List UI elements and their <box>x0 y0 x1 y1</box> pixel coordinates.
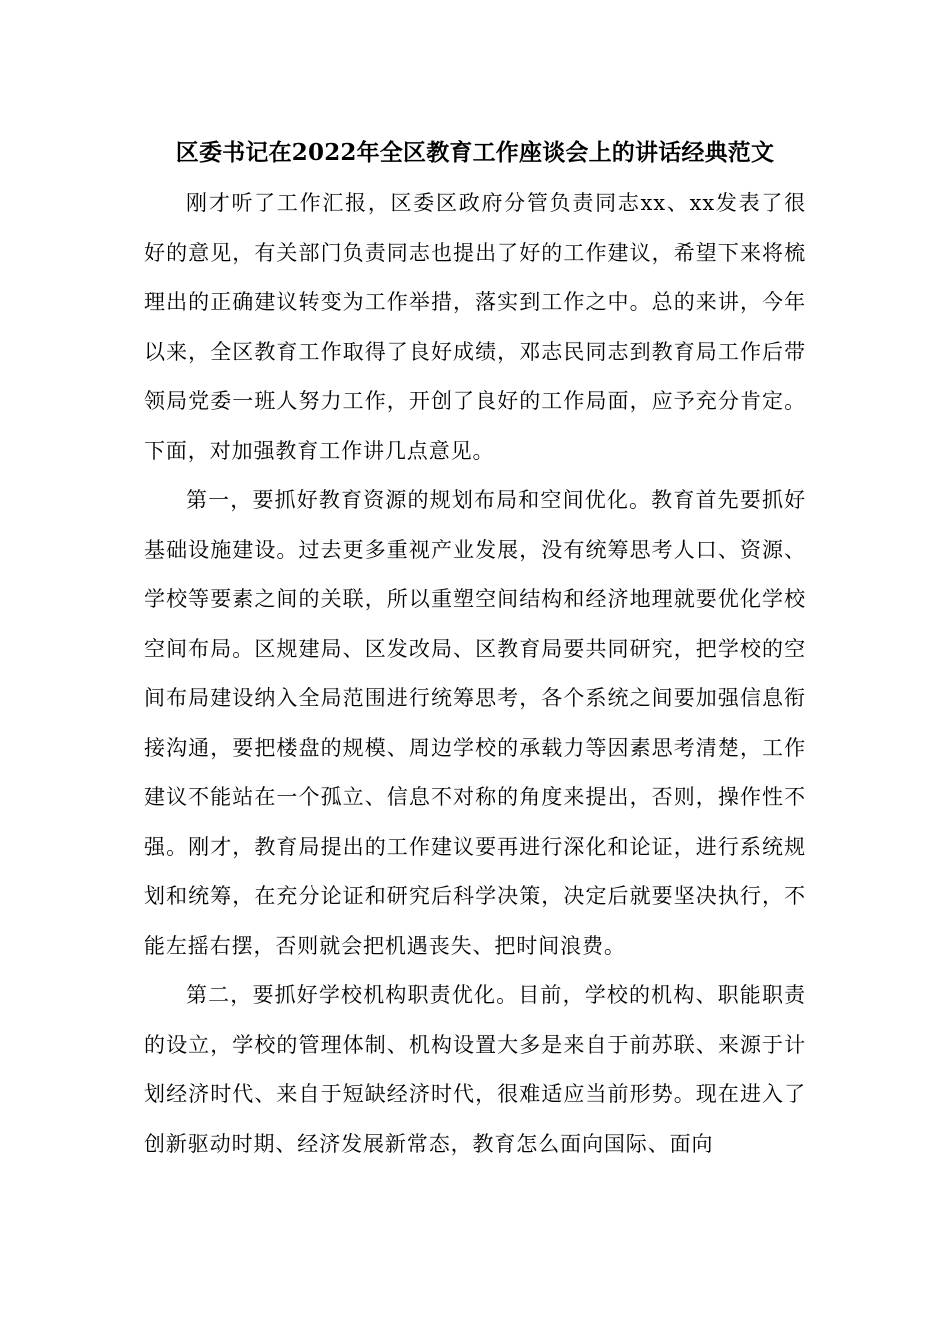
paragraph-first-point: 第一，要抓好教育资源的规划布局和空间优化。教育首先要抓好基础设施建设。过去更多重视产业发展，没有统筹思考人口、资源、学校等要素之间的关联，所以重塑空间结构和经济地理就要优化学校空间布局。区规建局、区发改局、区教育局要共同研究，把学校的空间布局建设纳入全局范围进行统筹思考，各个系统之间要加强信息衔接沟通，要把楼盘的规模、周边学校的承载力等因素思考清楚，工作建议不能站在一个孤立、信息不对称的角度来提出，否则，操作性不强。刚才，教育局提出的工作建议要再进行深化和论证，进行系统规划和统筹，在充分论证和研究后科学决策，决定后就要坚决执行，不能左摇右摆，否则就会把机遇丧失、把时间浪费。 <box>144 488 806 958</box>
document-body <box>144 179 806 1169</box>
paragraph-second-point: 第二，要抓好学校机构职责优化。目前，学校的机构、职能职责的设立，学校的管理体制、机构设置大多是来自于前苏联、来源于计划经济时代、来自于短缺经济时代，很难适应当前形势。现在进入了创新驱动时期、经济发展新常态，教育怎么面向国际、面向 <box>144 983 806 1156</box>
paragraph-intro: 刚才听了工作汇报，区委区政府分管负责同志xx、xx发表了很好的意见，有关部门负责同志也提出了好的工作建议，希望下来将梳理出的正确建议转变为工作举措，落实到工作之中。总的来讲，今年以来，全区教育工作取得了良好成绩，邓志民同志到教育局工作后带领局党委一班人努力工作，开创了良好的工作局面，应予充分肯定。下面，对加强教育工作讲几点意见。 <box>144 191 806 463</box>
document-title: 区委书记在2022年全区教育工作座谈会上的讲话经典范文 <box>175 139 775 166</box>
